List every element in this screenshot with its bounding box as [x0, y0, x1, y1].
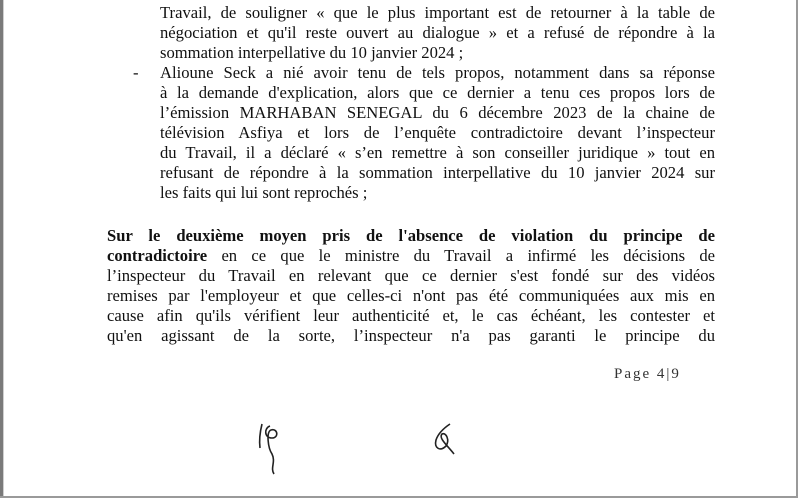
section-line-2-text: en ce que le ministre du Travail a infirmé les décisions de [207, 246, 715, 265]
page-number: Page 4|9 [614, 366, 681, 382]
section-line-3: l’inspecteur du Travail en relevant que ce dernier s'est fondé sur des vidéos [107, 266, 715, 285]
bullet-marker: - [133, 63, 139, 82]
bullet-2-line-1: Alioune Seck a nié avoir tenu de tels propos, notamment dans sa réponse [160, 63, 715, 82]
section-line-4: remises par l'employeur et que celles-ci n'ont pas été communiquées aux mis en [107, 286, 715, 305]
paragraph-1-line-3: sommation interpellative du 10 janvier 2024 ; [160, 43, 464, 62]
paragraph-1-line-1: Travail, de souligner « que le plus important est de retourner à la table de [160, 3, 715, 22]
bullet-2-line-5: du Travail, il a déclaré « s’en remettre à son conseiller juridique » tout en [160, 143, 715, 162]
section-line-6: qu'en agissant de la sorte, l’inspecteur n'a pas garanti le principe du [107, 326, 715, 345]
section-heading: Sur le deuxième moyen pris de l'absence de violation du principe de [107, 226, 715, 245]
paragraph-1-line-2: négociation et qu'il reste ouvert au dialogue » et a refusé de répondre à la [160, 23, 715, 42]
bullet-2-line-4: télévision Asfiya et lors de l’enquête contradictoire devant l’inspecteur [160, 123, 715, 142]
handwritten-initial-right [424, 420, 460, 460]
handwritten-initial-left [252, 418, 288, 478]
bullet-2-line-2: à la demande d'explication, alors que ce dernier a tenu ces propos lors de [160, 83, 715, 102]
bullet-2-line-6: refusant de répondre à la sommation interpellative du 10 janvier 2024 sur [160, 163, 715, 182]
section-heading-bold-word: contradictoire [107, 246, 208, 265]
section-line-2 [107, 246, 715, 266]
bullet-2-line-3: l’émission MARHABAN SENEGAL du 6 décembre 2023 de la chaine de [160, 103, 715, 122]
section-line-5: cause afin qu'ils vérifient leur authenticité et, le cas échéant, les contester et [107, 306, 715, 325]
bullet-2-line-7: les faits qui lui sont reprochés ; [160, 183, 368, 202]
